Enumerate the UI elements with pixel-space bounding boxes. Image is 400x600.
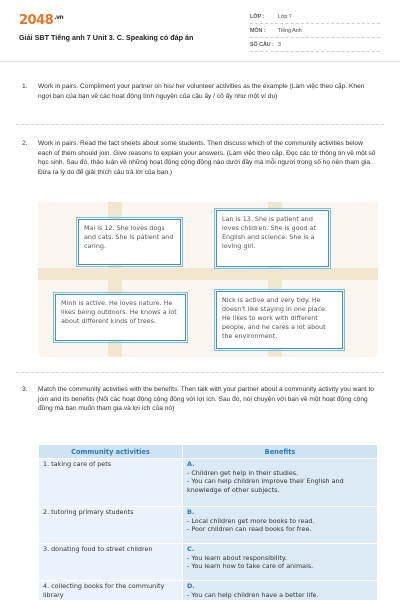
fact-card-nick: Nick is active and very tidy. He doesn't like staying in one place. He likes to work with different people, and he cares a lot about the environment. — [216, 291, 343, 349]
benefit-line: - You learn about responsibility. — [187, 553, 287, 562]
meta-value: 3 — [278, 41, 281, 48]
document-title: Giải SBT Tiếng anh 7 Unit 3. C. Speaking có đáp án — [19, 33, 194, 42]
meta-value: Lớp 7 — [278, 13, 292, 20]
meta-label: MÔN : — [250, 27, 266, 34]
question-number: 1. — [22, 83, 28, 90]
benefit-cell — [183, 459, 378, 507]
fact-card-minh: Minh is active. He loves nature. He likes being outdoors. He knows a lot about different kinds of trees. — [55, 294, 186, 341]
fact-card-lan: Lan is 13. She is patient and loves children. She is good at English and science. She is a loving girl. — [216, 210, 329, 267]
fact-sheets-image — [38, 202, 378, 357]
table-row — [39, 459, 378, 507]
benefit-line: - You can help children improve their English and knowledge of other subjects. — [187, 477, 344, 494]
question-number: 3. — [22, 386, 28, 393]
column-header-benefits: Benefits — [183, 445, 378, 459]
divider — [16, 124, 384, 125]
benefit-letter: D. — [187, 582, 195, 590]
document-meta — [250, 10, 380, 52]
activity-cell: 3. donating food to street children — [39, 544, 183, 581]
benefit-line: - You can help children have a better life. — [187, 590, 319, 599]
activity-cell: 4. collecting books for the community library — [39, 581, 183, 600]
question-text: Match the community activities with the benefits. Then talk with your partner about a community activity you want to join and its benefits (Nối các hoạt động cộng đồng với lợi ích. Sau đó, nói chuyện với bạn về một hoạt động cộng đồng mà bạn muốn tham gia và lợi ích của nó) — [38, 386, 374, 413]
benefit-line: - You learn how to take care of animals. — [187, 562, 314, 570]
column-header-activities: Community activities — [39, 445, 183, 459]
site-logo[interactable] — [19, 13, 63, 28]
activity-cell: 1. taking care of pets — [39, 459, 183, 507]
matching-table — [38, 444, 378, 600]
meta-label: SỐ CÂU : — [250, 41, 274, 48]
table-header-row — [39, 445, 378, 459]
meta-row-count — [250, 38, 380, 52]
logo-text: 2048 — [19, 13, 54, 28]
benefit-letter: C. — [187, 545, 195, 553]
table-row — [39, 544, 378, 581]
benefit-cell — [183, 544, 378, 581]
meta-value: Tiếng Anh — [278, 27, 302, 34]
benefit-line: - Children get help in their studies. — [187, 468, 299, 477]
meta-row-class — [250, 10, 380, 24]
benefit-letter: A. — [187, 460, 195, 468]
divider — [16, 372, 384, 373]
decorative-stripe — [38, 268, 378, 280]
meta-label: LỚP : — [250, 13, 265, 20]
benefit-line: - Poor children can read books for free. — [187, 525, 312, 533]
meta-row-subject — [250, 24, 380, 38]
benefit-cell — [183, 581, 378, 600]
logo-suffix: .vn — [54, 13, 64, 21]
document-body — [0, 62, 400, 600]
question-number: 2. — [22, 140, 28, 147]
table-row — [39, 507, 378, 544]
benefit-cell — [183, 507, 378, 544]
benefit-letter: B. — [187, 508, 195, 516]
table-row — [39, 581, 378, 600]
fact-card-mai: Mai is 12. She loves dogs and cats. She is patient and caring. — [78, 219, 181, 265]
question-text: Work in pairs. Compliment your partner on his/ her volunteer activities as the example (Làm việc theo cặp. Khen ngợi bạn của bạn về các hoạt động tình nguyện của cậu ấy / cô ấy như một ví dụ) — [38, 83, 365, 100]
benefit-line: - Local children get more books to read. — [187, 516, 315, 525]
question-text: Work in pairs. Read the fact sheets about some students. Then discuss which of the community activities below each of them should join. Give reasons to explain your answers. (Làm việc theo cặp. Đọc các tờ thông tin về một số học sinh. Sau đó, thảo luận về những hoạt động cộng đồng nào dưới đây mà mỗi người trong số họ nên tham gia. Đưa ra lý do để giải thích câu trả lời của bạn.) — [38, 140, 376, 176]
activity-cell: 2. tutoring primary students — [39, 507, 183, 544]
page-header — [0, 0, 400, 62]
